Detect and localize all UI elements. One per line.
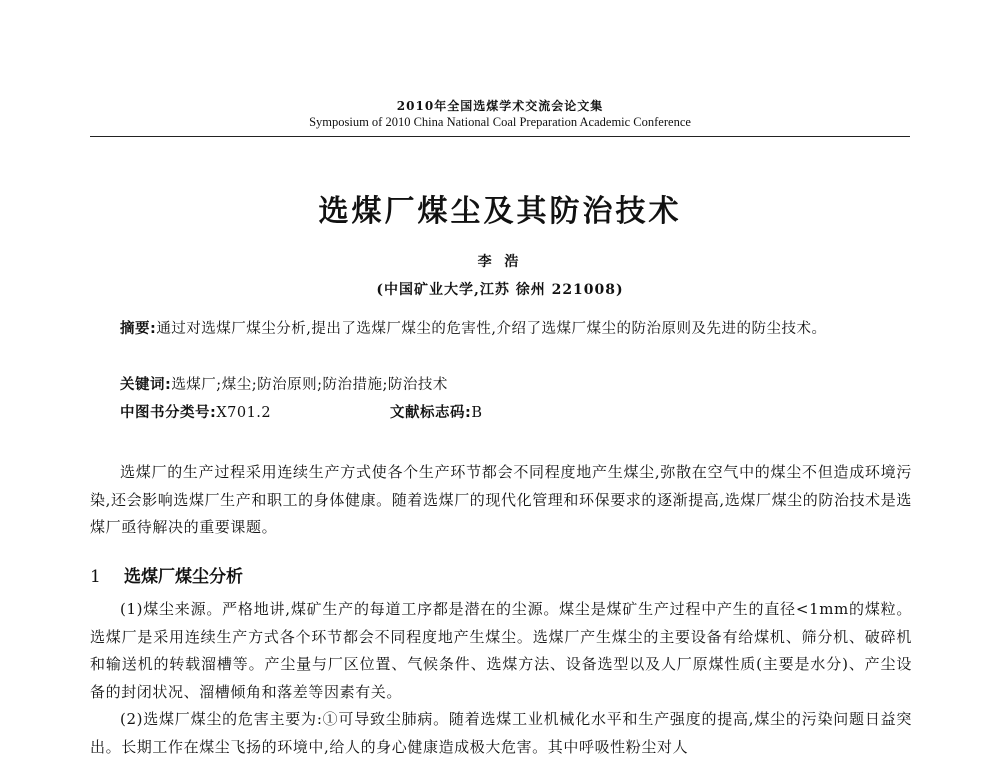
keywords-text: 选煤厂;煤尘;防治原则;防治措施;防治技术 [171, 377, 448, 393]
document-mark-value: B [471, 405, 483, 421]
keywords-label: 关键词: [120, 377, 172, 393]
document-mark-label: 文献标志码: [390, 405, 472, 421]
paper-title: 选煤厂煤尘及其防治技术 [318, 194, 682, 229]
intro-paragraph: 选煤厂的生产过程采用连续生产方式使各个生产环节都会不同程度地产生煤尘,弥散在空气中的煤尘不但造成环境污染,还会影响选煤厂生产和职工的身体健康。随着选煤厂的现代化管理和环保要求的逐渐提高,选煤厂煤尘的防治技术是选煤厂亟待解决的重要课题。 [90, 463, 912, 536]
section-title: 选煤厂煤尘分析 [124, 567, 243, 587]
classification-value: X701.2 [216, 405, 272, 421]
header-rule [90, 136, 910, 137]
classification [120, 401, 900, 425]
abstract-label: 摘要: [120, 321, 157, 337]
author: 李 浩 [477, 254, 523, 270]
affiliation: (中国矿业大学,江苏 徐州 221008) [376, 282, 624, 298]
keywords [120, 373, 900, 397]
abstract-text: 通过对选煤厂煤尘分析,提出了选煤厂煤尘的危害性,介绍了选煤厂煤尘的防治原则及先进的防尘技术。 [156, 321, 827, 337]
abstract [120, 317, 900, 341]
section-number: 1 [90, 567, 101, 587]
section-heading [90, 562, 243, 587]
body-paragraph-1: (1)煤尘来源。严格地讲,煤矿生产的每道工序都是潜在的尘源。煤尘是煤矿生产过程中产生的直径<1mm的煤粒。选煤厂是采用连续生产方式各个环节都会不同程度地产生煤尘。选煤厂产生煤尘的主要设备有给煤机、筛分机、破碎机和输送机的转载溜槽等。产尘量与厂区位置、气候条件、选煤方法、设备选型以及人厂原煤性质(主要是水分)、产尘设备的封闭状况、溜槽倾角和落差等因素有关。 [90, 600, 912, 701]
running-header-english: Symposium of 2010 China National Coal Preparation Academic Conference [309, 115, 691, 129]
running-header-chinese: 2010年全国选煤学术交流会论文集 [396, 99, 604, 113]
classification-label: 中图书分类号: [120, 405, 217, 421]
body-paragraph-2: (2)选煤厂煤尘的危害主要为:①可导致尘肺病。随着选煤工业机械化水平和生产强度的提高,煤尘的污染问题日益突出。长期工作在煤尘飞扬的环境中,给人的身心健康造成极大危害。其中呼吸性粉尘对人 [90, 710, 912, 756]
document-mark [390, 401, 482, 425]
